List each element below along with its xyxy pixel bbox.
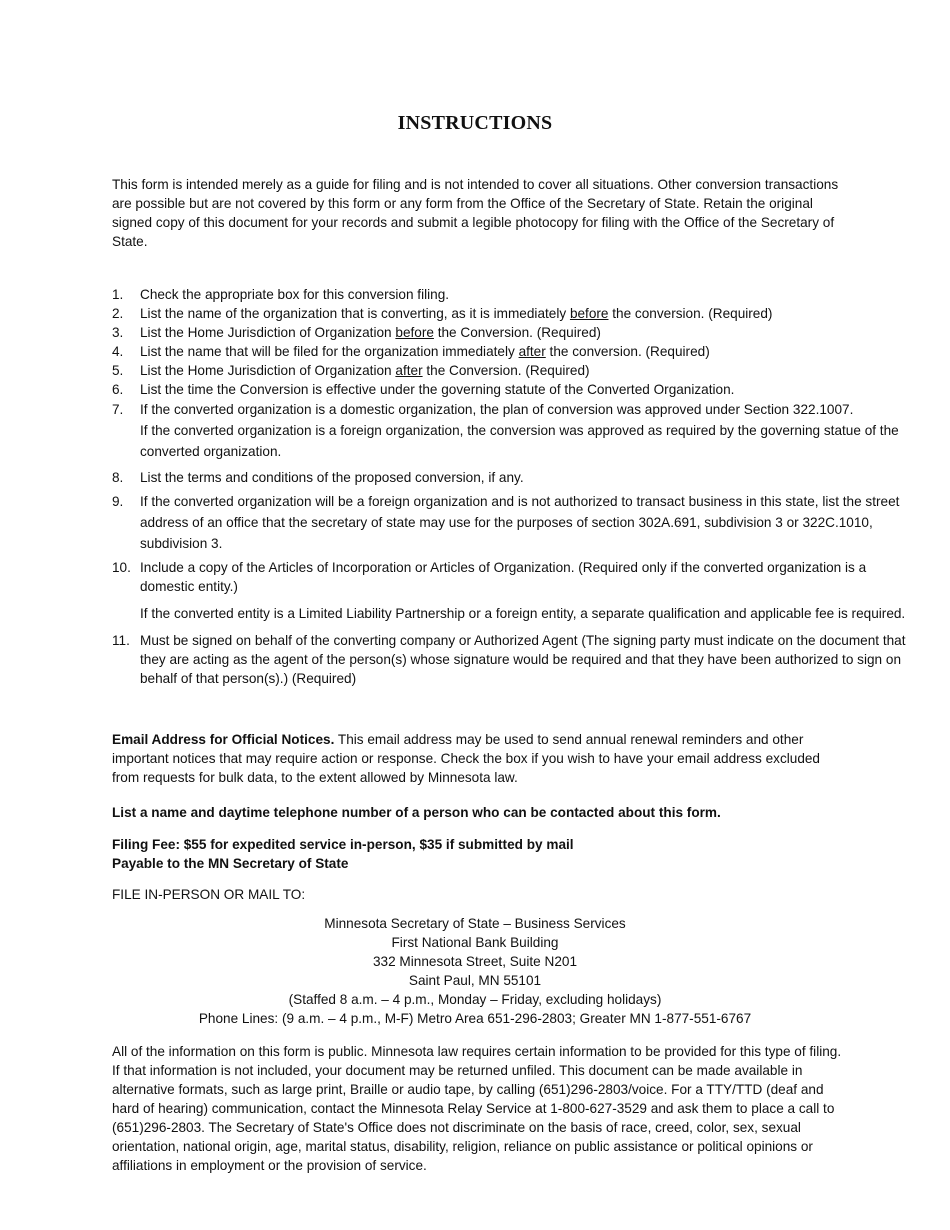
address-line: First National Bank Building — [391, 935, 559, 950]
list-item — [112, 285, 912, 304]
item-underlined: after — [395, 363, 423, 378]
item-text: the conversion. (Required) — [545, 344, 710, 359]
page-title: INSTRUCTIONS — [397, 112, 553, 134]
list-item — [112, 631, 912, 688]
list-item — [112, 558, 912, 623]
item-number: 9. — [112, 494, 124, 509]
item-number: 5. — [112, 363, 124, 378]
address-line: Saint Paul, MN 55101 — [408, 973, 542, 988]
public-information-notice: All of the information on this form is public. Minnesota law requires certain information to be provided for this type of filing. If that information is not included, your document may be returned unfiled. This document can be made available in alternative formats, such as large print, Braille or audio tape, by calling (651)296-2803/voice. For a TTY/TTD (deaf and hard of hearing) communication, contact the Minnesota Relay Service at 1-800-627-3529 and ask them to place a call to (651)296-2803. The Secretary of State's Office does not discriminate on the basis of race, creed, color, sex, sexual orientation, national origin, age, marital status, disability, religion, reliance on public assistance or political opinions or affiliations in employment or the provision of service. — [112, 1044, 842, 1173]
email-notice-text: This email address may be used to send annual renewal reminders and other important notices that may require action or response. Check the box if you wish to have your email address excluded from requests for bulk data, to the extent allowed by Minnesota law. — [112, 732, 820, 785]
address-line: (Staffed 8 a.m. – 4 p.m., Monday – Friday, excluding holidays) — [288, 992, 662, 1007]
file-in-label: FILE IN-PERSON OR MAIL TO: — [112, 887, 306, 902]
filing-fee-line: Filing Fee: $55 for expedited service in-person, $35 if submitted by mail — [112, 837, 574, 852]
item-text: Check the appropriate box for this conversion filing. — [140, 287, 450, 302]
list-item — [112, 380, 912, 399]
instruction-list — [112, 285, 912, 688]
item-text: List the Home Jurisdiction of Organization — [140, 325, 396, 340]
filing-fee-payable: Payable to the MN Secretary of State — [112, 856, 349, 871]
filing-fee — [112, 835, 842, 873]
item-number: 8. — [112, 470, 124, 485]
list-item — [112, 323, 912, 342]
list-item — [112, 468, 912, 487]
item-subtext: If the converted entity is a Limited Liability Partnership or a foreign entity, a separate qualification and applicable fee is required. — [140, 606, 906, 621]
item-number: 2. — [112, 306, 124, 321]
item-text: If the converted organization will be a foreign organization and is not authorized to transact business in this state, list the street address of an office that the secretary of state may use for the purposes of section 302A.691, subdivision 3 or 322C.1010, subdivision 3. — [140, 494, 900, 551]
contact-instruction: List a name and daytime telephone number of a person who can be contacted about this form. — [112, 805, 721, 820]
item-text: List the name that will be filed for the organization immediately — [140, 344, 519, 359]
address-line: Minnesota Secretary of State – Business Services — [324, 916, 626, 931]
item-number: 3. — [112, 325, 124, 340]
item-text: Include a copy of the Articles of Incorporation or Articles of Organization. (Required only if the converted organization is a domestic entity.) — [140, 560, 867, 594]
item-text: Must be signed on behalf of the converting company or Authorized Agent (The signing party must indicate on the document that they are acting as the agent of the person(s) whose signature would be required and that they have been authorized to sign on behalf of that person(s).) (Required) — [140, 633, 906, 686]
item-number: 4. — [112, 344, 124, 359]
item-text: List the time the Conversion is effective under the governing statute of the Converted Organization. — [140, 382, 735, 397]
item-text: If the converted organization is a domestic organization, the plan of conversion was approved under Section 322.1007. — [140, 402, 854, 417]
item-underlined: before — [395, 325, 434, 340]
list-item — [112, 491, 912, 554]
email-notice-heading: Email Address for Official Notices. — [112, 732, 335, 747]
item-text: the conversion. (Required) — [608, 306, 773, 321]
item-text: List the terms and conditions of the proposed conversion, if any. — [140, 470, 524, 485]
list-item — [112, 361, 912, 380]
item-underlined: before — [569, 306, 609, 321]
list-item — [112, 399, 912, 462]
list-item — [112, 304, 912, 323]
item-number: 10. — [112, 560, 131, 575]
item-underlined: after — [518, 344, 546, 359]
address-line: 332 Minnesota Street, Suite N201 — [372, 954, 578, 969]
item-number: 11. — [112, 633, 130, 648]
list-item — [112, 342, 912, 361]
item-number: 7. — [112, 402, 124, 417]
address-line: Phone Lines: (9 a.m. – 4 p.m., M-F) Metro Area 651-296-2803; Greater MN 1-877-551-6767 — [198, 1011, 752, 1026]
item-number: 6. — [112, 382, 124, 397]
intro-paragraph: This form is intended merely as a guide for filing and is not intended to cover all situations. Other conversion transactions are possible but are not covered by this form or any form from the Office of the Secretary of State. Retain the original signed copy of this document for your records and submit a legible photocopy for filing with the Office of the Secretary of State. — [112, 177, 839, 249]
item-text: List the name of the organization that is converting, as it is immediately — [140, 306, 570, 321]
mailing-address — [0, 914, 950, 1028]
item-text: List the Home Jurisdiction of Organization — [140, 363, 396, 378]
item-text: the Conversion. (Required) — [433, 325, 601, 340]
item-subtext: If the converted organization is a foreign organization, the conversion was approved as required by the governing statue of the converted organization. — [140, 423, 899, 459]
item-text: the Conversion. (Required) — [422, 363, 590, 378]
item-number: 1. — [112, 287, 124, 302]
email-notice-paragraph — [112, 730, 832, 787]
